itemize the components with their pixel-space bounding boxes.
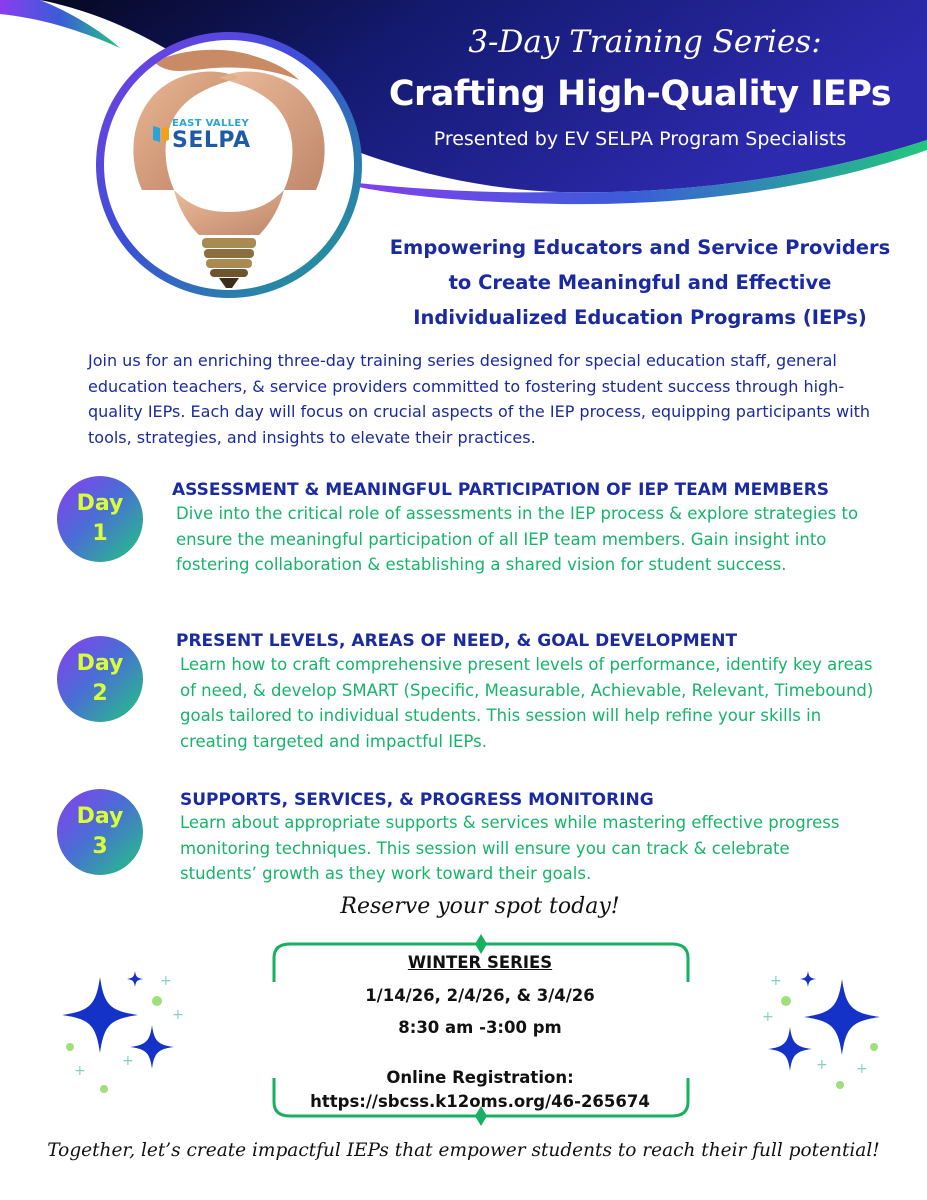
series-dates: 1/14/26, 2/4/26, & 3/4/26 xyxy=(365,986,595,1005)
day-2-badge xyxy=(57,636,143,722)
reserve-heading: Reserve your spot today! xyxy=(340,894,620,919)
day-1-badge xyxy=(57,476,143,562)
svg-text:+: + xyxy=(856,1061,868,1077)
logo-book-icon xyxy=(151,122,171,144)
series-time: 8:30 am -3:00 pm xyxy=(398,1018,562,1037)
diamond-top-icon xyxy=(475,934,487,954)
day-1-description: Dive into the critical role of assessments in the IEP process & explore strategies to ensure the meaningful participation of all IEP team members. Gain insight into fostering collaboration & establishing a shared vision for student success. xyxy=(176,504,859,574)
series-heading: 3-Day Training Series: xyxy=(468,24,822,60)
svg-text:+: + xyxy=(816,1057,828,1073)
day-3-badge-number: 3 xyxy=(92,834,108,859)
day-3-badge-word: Day xyxy=(76,804,124,829)
day-1-badge-word: Day xyxy=(76,491,124,516)
footer-message: Together, let’s create impactful IEPs that empower students to reach their full potential! xyxy=(47,1140,880,1161)
tagline-line-1: Empowering Educators and Service Providers xyxy=(389,236,891,259)
day-1-badge-number: 1 xyxy=(92,521,108,546)
svg-text:+: + xyxy=(122,1053,134,1069)
day-1-title: ASSESSMENT & MEANINGFUL PARTICIPATION OF IEP TEAM MEMBERS xyxy=(172,480,830,500)
day-2-description: Learn how to craft comprehensive present levels of performance, identify key areas of need, & develop SMART (Specific, Measurable, Achievable, Relevant, Timebound) goals tailored to individual students. This session will help refine your skills in creating targeted and impactful IEPs. xyxy=(180,655,874,751)
presenter-line: Presented by EV SELPA Program Specialists xyxy=(433,128,847,150)
hands-lightbulb-illustration xyxy=(104,40,354,290)
registration-link[interactable]: https://sbcss.k12oms.org/46-265674 xyxy=(310,1092,650,1111)
day-3-badge xyxy=(57,789,143,875)
day-3-description: Learn about appropriate supports & services while mastering effective progress monitoring techniques. This session will ensure you can track & celebrate students’ growth as they work toward their goals. xyxy=(180,813,840,883)
page-title: Crafting High-Quality IEPs xyxy=(388,74,892,114)
svg-text:+: + xyxy=(74,1063,86,1079)
day-2-title: PRESENT LEVELS, AREAS OF NEED, & GOAL DEVELOPMENT xyxy=(176,631,738,651)
intro-paragraph: Join us for an enriching three-day training series designed for special education staff, general education teachers, & service providers committed to fostering student success through high-quality IEPs. Each day will focus on crucial aspects of the IEP process, equipping participants with tools, strategies, and insights to elevate their practices. xyxy=(88,351,871,447)
logo-image xyxy=(104,40,354,290)
svg-text:+: + xyxy=(172,1007,184,1023)
series-label: WINTER SERIES xyxy=(407,953,553,972)
logo-main-text: SELPA xyxy=(172,128,251,153)
svg-text:+: + xyxy=(160,973,172,989)
svg-text:+: + xyxy=(770,973,782,989)
day-2-badge-word: Day xyxy=(76,651,124,676)
sparkles-left-icon xyxy=(60,965,190,1095)
svg-text:+: + xyxy=(762,1009,774,1025)
logo-small-text: EAST VALLEY xyxy=(172,118,249,129)
sparkles-right-icon xyxy=(760,965,890,1095)
day-2-badge-number: 2 xyxy=(92,681,108,706)
tagline-line-3: Individualized Education Programs (IEPs) xyxy=(413,306,867,329)
registration-label: Online Registration: xyxy=(386,1068,574,1087)
tagline-line-2: to Create Meaningful and Effective xyxy=(448,271,832,294)
day-3-title: SUPPORTS, SERVICES, & PROGRESS MONITORING xyxy=(180,790,654,810)
tagline xyxy=(380,230,900,335)
